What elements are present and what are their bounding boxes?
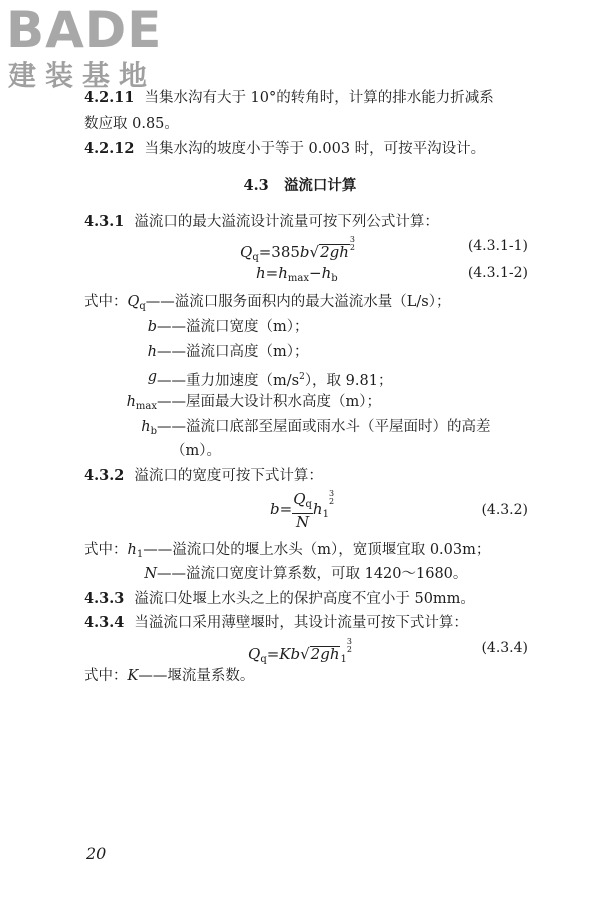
formula-exponent: [347, 638, 352, 654]
clause-4-2-11: [84, 88, 494, 108]
formula-var-q: Q: [248, 645, 261, 663]
formula-var-kb: Kb: [279, 645, 301, 663]
clause-number: 4.3.2: [84, 467, 125, 484]
definition-text: 溢流口处的堰上水头（m），宽顶堰宜取 0.03m；: [172, 542, 491, 558]
page-number: 20: [86, 844, 107, 863]
exp-num: 3: [328, 489, 335, 498]
definition-dash: ——: [138, 668, 168, 684]
clause-4-3-2: [84, 466, 323, 486]
definition-sub: q: [139, 301, 146, 312]
definition-continuation: （m）。: [171, 443, 221, 459]
fraction-denominator: N: [295, 512, 310, 531]
formula-minus: −: [309, 264, 322, 282]
formula-var-hmax: h: [278, 264, 288, 282]
formula-exponent: [329, 490, 334, 506]
formula-var-q: Q: [293, 489, 306, 508]
definition-row: [84, 292, 451, 317]
formula-eq: =: [266, 645, 280, 663]
section-title: 溢流口计算: [283, 177, 357, 194]
definition-text: 溢流口高度（m）；: [186, 344, 309, 360]
clause-4-3-3: [84, 589, 475, 609]
section-number: 4.3: [243, 177, 269, 194]
definition-dash: ——: [157, 394, 186, 410]
definition-symbol-cell: [84, 342, 157, 362]
definition-dash: ——: [143, 542, 173, 558]
clause-4-2-11-cont: 数应取 0.85。: [84, 116, 179, 132]
definition-superscript: 2: [299, 372, 305, 382]
definition-symbol: N: [144, 566, 157, 582]
clause-4-3-1: [84, 212, 439, 232]
definition-symbol-cell: [84, 392, 157, 417]
definition-text: 堰流量系数。: [167, 668, 255, 684]
clause-number: 4.2.12: [84, 140, 135, 157]
formula-exponent: [350, 236, 355, 252]
definition-symbol: b: [147, 319, 157, 335]
clause-text: 溢流口的最大溢流设计流量可按下列公式计算：: [134, 214, 439, 230]
formula-eq: =: [265, 264, 279, 282]
exp-den: 2: [349, 243, 355, 252]
formula-4-3-1-1: [240, 236, 355, 263]
sqrt-sign: √: [300, 645, 310, 663]
definition-row: [157, 367, 392, 391]
formula-var-hb: h: [321, 264, 332, 282]
definition-row: [157, 417, 491, 437]
definition-symbol: Q: [127, 294, 140, 310]
logo-chinese-text: 建装基地: [8, 59, 157, 92]
clause-number: 4.3.3: [84, 590, 125, 607]
formula-sub: b: [331, 273, 338, 284]
definition-symbol: g: [147, 369, 157, 385]
definition-dash: ——: [157, 319, 186, 335]
formula-eq: =: [279, 500, 293, 518]
formula-sub: 1: [340, 654, 347, 665]
definition-row: [84, 666, 254, 686]
formula-4-3-1-2: [256, 264, 338, 284]
formula-sub: q: [305, 498, 312, 510]
fraction-numerator: [292, 491, 313, 514]
definition-symbol: K: [127, 668, 139, 684]
clause-number: 4.2.11: [84, 89, 135, 106]
definition-sub: 1: [136, 549, 144, 560]
definition-dash: ——: [157, 419, 186, 435]
clause-text: 当集水沟有大于 10°的转角时，计算的排水能力折减系: [144, 90, 494, 106]
definition-symbol-cell: [84, 417, 157, 442]
formula-number-4-3-4: (4.3.4): [481, 640, 528, 656]
clause-4-2-12: [84, 139, 485, 159]
formula-var-b: b: [299, 243, 310, 261]
exp-num: 3: [349, 235, 355, 244]
definition-prefix: 式中：: [84, 668, 128, 684]
definition-dash: ——: [157, 566, 186, 582]
definition-symbol-cell: [84, 367, 157, 387]
section-heading: [0, 176, 600, 196]
clause-text: 当溢流口采用薄壁堰时，其设计流量可按下式计算：: [134, 615, 468, 631]
definition-text: 屋面最大设计积水高度（m）；: [186, 394, 381, 410]
definition-row: [157, 392, 381, 412]
definition-row: [157, 342, 309, 362]
exp-den: 2: [328, 497, 335, 506]
definition-dash: ——: [157, 344, 186, 360]
definition-symbol: h: [141, 419, 151, 435]
definition-text: 溢流口服务面积内的最大溢流水量（L/s）；: [174, 294, 451, 310]
formula-coef: =385: [258, 243, 300, 261]
formula-radicand: 2gh: [320, 243, 349, 261]
definition-symbol-cell: [84, 564, 157, 584]
definition-prefix: 式中：: [84, 542, 128, 558]
definition-row: [157, 564, 467, 584]
exp-den: 2: [346, 645, 352, 654]
definition-text: 重力加速度（m/s: [186, 372, 300, 389]
definition-row: [84, 540, 490, 565]
definition-dash: ——: [157, 372, 186, 389]
exp-num: 3: [346, 637, 352, 646]
definition-symbol: h: [126, 394, 136, 410]
definition-prefix: 式中：: [84, 294, 128, 310]
definition-sub: max: [135, 401, 157, 412]
formula-sub: q: [260, 654, 267, 665]
clause-4-3-4: [84, 613, 468, 633]
definition-sub: b: [150, 426, 157, 437]
formula-number-4-3-2: (4.3.2): [481, 502, 528, 518]
clause-number: 4.3.4: [84, 614, 125, 631]
definition-dash: ——: [145, 294, 175, 310]
definition-row: [157, 317, 309, 337]
bade-logo: [6, 1, 176, 94]
logo-latin-text: BADE: [6, 1, 163, 59]
definition-text: 溢流口底部至屋面或雨水斗（平屋面时）的高差: [186, 419, 491, 435]
clause-text: 当集水沟的坡度小于等于 0.003 时，可按平沟设计。: [144, 141, 486, 157]
formula-number-4-3-1-2: (4.3.1-2): [467, 265, 528, 281]
definition-text: 溢流口宽度（m）；: [186, 319, 309, 335]
definition-symbol: h: [127, 542, 137, 558]
formula-radicand: 2gh: [310, 645, 340, 663]
formula-var-q: Q: [240, 243, 253, 261]
definition-symbol-cell: [84, 317, 157, 337]
formula-sub: max: [287, 273, 310, 284]
formula-var-h: h: [256, 264, 266, 282]
definition-text: ），取 9.81；: [304, 372, 393, 389]
formula-sub: q: [252, 252, 259, 263]
sqrt-sign: √: [309, 243, 320, 261]
formula-fraction: [292, 491, 313, 530]
formula-var-b: b: [270, 500, 280, 518]
formula-number-4-3-1-1: (4.3.1-1): [467, 238, 528, 254]
clause-text: 溢流口的宽度可按下式计算：: [134, 468, 323, 484]
formula-var-h: h: [312, 500, 323, 518]
formula-4-3-2: [270, 490, 334, 530]
clause-text: 溢流口处堰上水头之上的保护高度不宜小于 50mm。: [134, 591, 475, 607]
formula-4-3-4: [248, 638, 352, 665]
clause-number: 4.3.1: [84, 213, 125, 230]
formula-sub: 1: [322, 509, 329, 520]
definition-symbol: h: [147, 344, 157, 360]
definition-text: 溢流口宽度计算系数，可取 1420～1680。: [186, 566, 468, 582]
